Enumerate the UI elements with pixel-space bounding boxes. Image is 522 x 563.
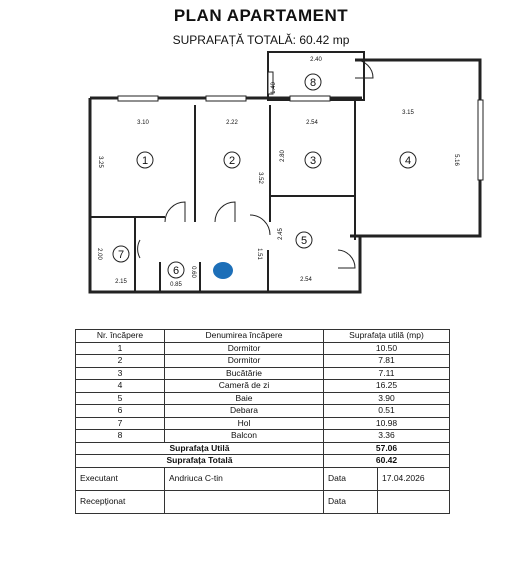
table-row: [76, 392, 450, 405]
dim-room-7-width: 2.15: [115, 279, 127, 285]
util-label: Suprafața Utilă: [76, 442, 324, 455]
table-row: [76, 355, 450, 368]
data-value-2: [378, 490, 450, 513]
room-3-number: 3: [309, 155, 317, 167]
room-4-number: 4: [404, 155, 412, 167]
table-row: [76, 342, 450, 355]
table-row: [76, 380, 450, 393]
header-nr: Nr. încăpere: [76, 330, 165, 343]
dim-room-2-height: 3.52: [257, 172, 263, 184]
dim-room-6-height: 0.60: [190, 266, 196, 278]
dim-room-7-height: 2.00: [96, 248, 102, 260]
cell-nr: 5: [76, 392, 165, 405]
logo-watermark-icon: [213, 262, 233, 279]
dim-hall-height: 1.51: [256, 248, 262, 260]
receptionat-label: Recepționat: [76, 490, 165, 513]
dim-room-2-width: 2.22: [226, 120, 238, 126]
rooms-table: [75, 329, 450, 514]
page-title: PLAN APARTAMENT: [173, 6, 349, 25]
cell-area: 7.81: [324, 355, 450, 368]
dim-room-1-width: 3.10: [137, 120, 149, 126]
data-value: 17.04.2026: [378, 467, 450, 490]
page-subtitle: SUPRAFAȚĂ TOTALĂ: 60.42 mp: [172, 33, 350, 47]
header-area: Suprafața utilă (mp): [324, 330, 450, 343]
cell-area: 10.98: [324, 417, 450, 430]
room-6-number: 6: [172, 265, 180, 277]
executant-name: Andriuca C-tin: [165, 467, 324, 490]
dim-room-5-height: 2.45: [278, 228, 284, 240]
data-label-2: Data: [324, 490, 378, 513]
executant-row: [76, 467, 450, 490]
room-4-walls: [350, 60, 480, 236]
cell-nr: 1: [76, 342, 165, 355]
cell-name: Dormitor: [165, 342, 324, 355]
dim-room-4-height: 5.16: [453, 154, 459, 166]
cell-name: Cameră de zi: [165, 380, 324, 393]
room-8-number: 8: [309, 77, 317, 89]
table-row: [76, 367, 450, 380]
cell-name: Baie: [165, 392, 324, 405]
header-name: Denumirea încăpere: [165, 330, 324, 343]
cell-nr: 2: [76, 355, 165, 368]
table-row: [76, 430, 450, 443]
table-row: [76, 405, 450, 418]
receptionat-row: [76, 490, 450, 513]
dim-room-6-width: 0.85: [170, 282, 182, 288]
room-7-number: 7: [117, 249, 125, 261]
dim-room-1-height: 3.25: [97, 156, 103, 168]
total-label: Suprafața Totală: [76, 455, 324, 468]
cell-nr: 7: [76, 417, 165, 430]
cell-name: Hol: [165, 417, 324, 430]
cell-name: Dormitor: [165, 355, 324, 368]
cell-nr: 3: [76, 367, 165, 380]
cell-area: 3.36: [324, 430, 450, 443]
table-row: [76, 417, 450, 430]
dim-room-5-width: 2.54: [300, 277, 312, 283]
cell-name: Balcon: [165, 430, 324, 443]
data-label: Data: [324, 467, 378, 490]
dim-room-4-width: 3.15: [402, 110, 414, 116]
util-value: 57.06: [324, 442, 450, 455]
room-2-number: 2: [228, 155, 236, 167]
table-header-row: [76, 330, 450, 343]
total-row: [76, 455, 450, 468]
dim-balcony-height: 1.40: [271, 82, 277, 94]
dim-room-3-height: 2.80: [280, 150, 286, 162]
cell-area: 0.51: [324, 405, 450, 418]
cell-area: 16.25: [324, 380, 450, 393]
executant-label: Executant: [76, 467, 165, 490]
cell-area: 3.90: [324, 392, 450, 405]
cell-area: 7.11: [324, 367, 450, 380]
cell-nr: 8: [76, 430, 165, 443]
cell-nr: 6: [76, 405, 165, 418]
room-1-number: 1: [141, 155, 149, 167]
total-value: 60.42: [324, 455, 450, 468]
cell-nr: 4: [76, 380, 165, 393]
cell-name: Debara: [165, 405, 324, 418]
cell-name: Bucătărie: [165, 367, 324, 380]
dim-room-3-width: 2.54: [306, 120, 318, 126]
room-5-number: 5: [300, 235, 308, 247]
receptionat-name: [165, 490, 324, 513]
util-row: [76, 442, 450, 455]
cell-area: 10.50: [324, 342, 450, 355]
dim-balcony-width: 2.40: [310, 57, 322, 63]
